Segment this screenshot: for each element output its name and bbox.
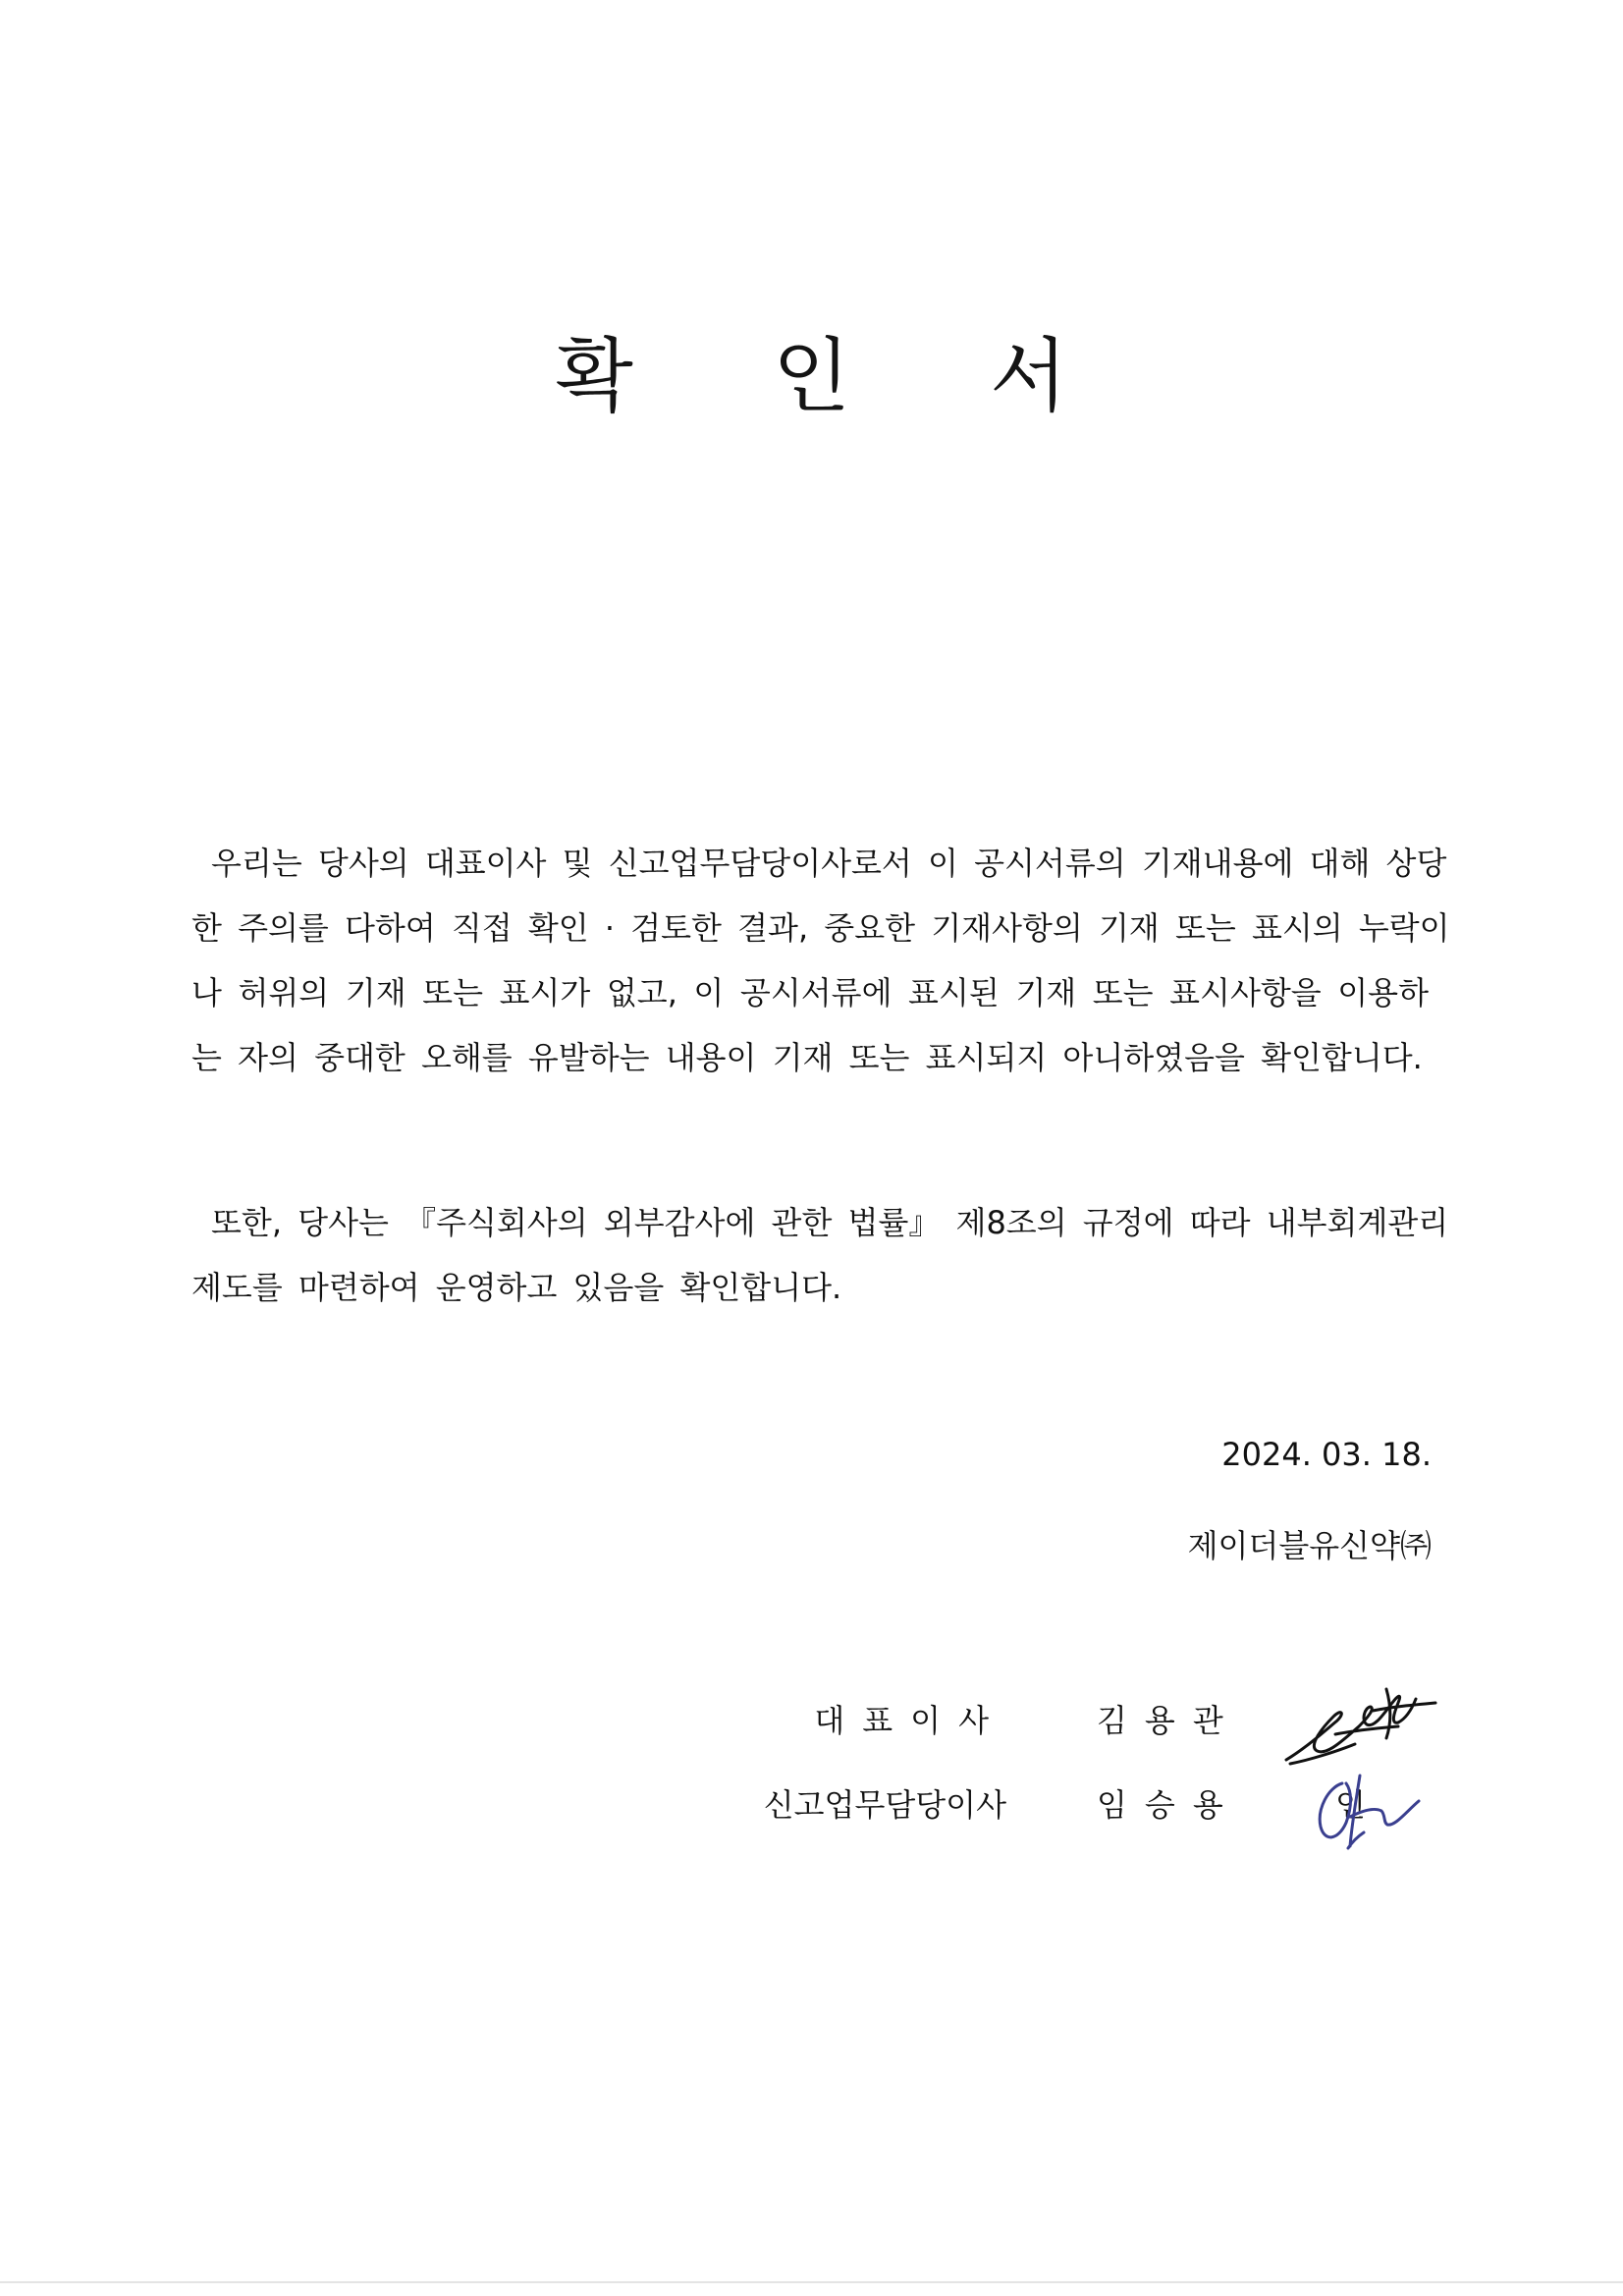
document-title: 확 인 서 xyxy=(555,330,1125,423)
internal-control-paragraph xyxy=(191,1190,1449,1320)
paragraph-line: 는 자의 중대한 오해를 유발하는 내용이 기재 또는 표시되지 아니하였음을 확인합니다. xyxy=(191,1039,1423,1076)
seal-mark: 인 xyxy=(1335,1786,1366,1824)
scan-edge-line xyxy=(0,2281,1623,2283)
paragraph-line: 우리는 당사의 대표이사 및 신고업무담당이사로서 이 공시서류의 기재내용에 대해 상당 xyxy=(211,845,1447,882)
signatory-name: 임승용 xyxy=(1097,1786,1241,1824)
confirmation-paragraph xyxy=(191,831,1450,1090)
paragraph-line: 한 주의를 다하여 직접 확인 · 검토한 결과, 중요한 기재사항의 기재 또는 표시의 누락이 xyxy=(191,909,1450,947)
paragraph-line: 제도를 마련하여 운영하고 있음을 확인합니다. xyxy=(191,1269,842,1306)
director-signature xyxy=(1291,1758,1438,1866)
document-date: 2024. 03. 18. xyxy=(1221,1436,1432,1473)
paragraph-line: 나 허위의 기재 또는 표시가 없고, 이 공시서류에 표시된 기재 또는 표시사항을 이용하 xyxy=(191,974,1429,1011)
signatory-title: 신고업무담당이사 xyxy=(763,1786,1006,1824)
signatory-name: 김용관 xyxy=(1097,1702,1241,1739)
signatory-title: 대표이사 xyxy=(814,1702,1006,1739)
company-name: 제이더블유신약㈜ xyxy=(1187,1527,1432,1564)
paragraph-line: 또한, 당사는 『주식회사의 외부감사에 관한 법률』 제8조의 규정에 따라 내부회계관리 xyxy=(211,1204,1449,1241)
